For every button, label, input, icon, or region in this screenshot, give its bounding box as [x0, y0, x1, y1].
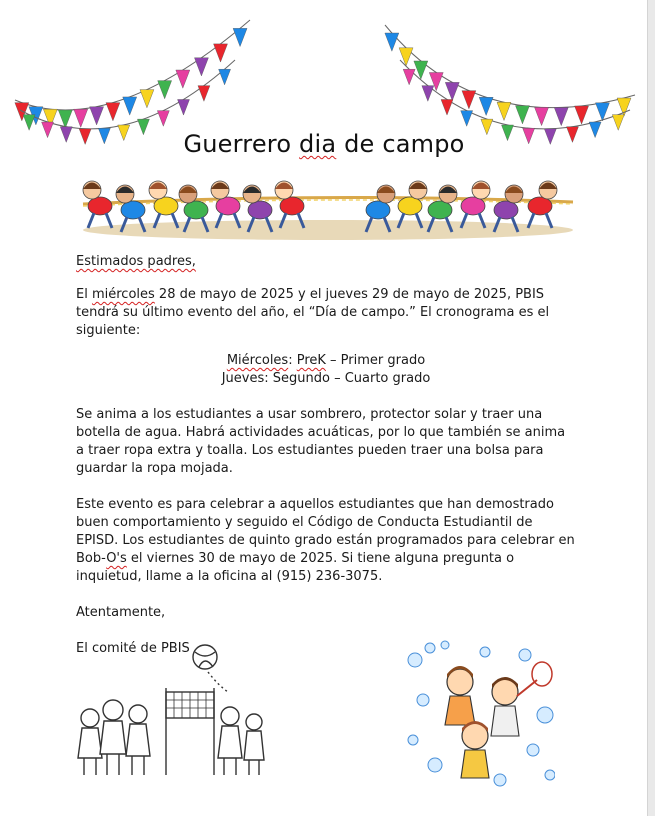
volleyball-kids-illustration: [68, 640, 268, 785]
letter-body: [76, 253, 576, 658]
right-bunting: [385, 25, 635, 144]
closing: Atentamente,: [76, 605, 166, 620]
paragraph-intro: El miércoles 28 de mayo de 2025 y el jueves 29 de mayo de 2025, PBIS tendrá su último evento del año, el “Día de campo.” El cronograma es el siguiente:: [76, 287, 550, 338]
page-title: Guerrero dia de campo: [183, 130, 465, 158]
left-bunting: [15, 20, 250, 144]
vertical-scrollbar[interactable]: [648, 0, 655, 816]
tug-of-war-illustration: [78, 162, 578, 240]
bubbles-kids-illustration: [405, 640, 555, 790]
paragraph-purpose: Este evento es para celebrar a aquellos estudiantes que han demostrado buen comportamiento y seguido el Código de Conducta Estudiantil de EPISD. Los estudiantes de quinto grado están programados para celebrar en Bob-O's el viernes 30 de mayo de 2025. Si tiene alguna pregunta o inquietud, llame a la oficina al (915) 236-3075.: [76, 497, 575, 584]
schedule-line-2: Jueves: Segundo – Cuarto grado: [221, 371, 431, 386]
schedule-line-1: Miércoles: PreK – Primer grado: [226, 353, 426, 368]
signature: El comité de PBIS: [76, 641, 190, 656]
greeting: Estimados padres,: [76, 254, 196, 269]
paragraph-instructions: Se anima a los estudiantes a usar sombrero, protector solar y traer una botella de agua. Habrá actividades acuáticas, por lo que también se anima a traer ropa extra y toalla. Los estudiantes pueden traer una bolsa para guardar la ropa mojada.: [76, 407, 566, 476]
